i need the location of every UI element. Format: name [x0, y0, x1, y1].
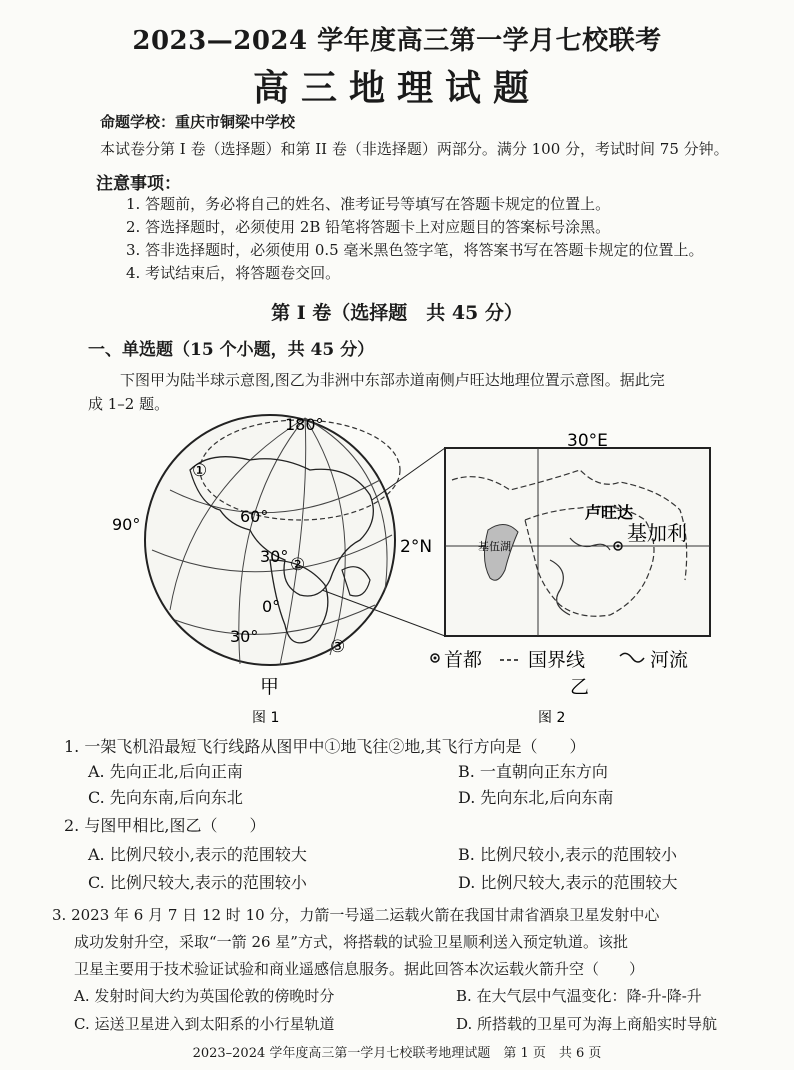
part-title: 一、单选题（15 个小题，共 45 分）: [88, 340, 375, 360]
land-hemisphere-globe: [112, 415, 445, 665]
question-3-stem-line2: 成功发射升空，采取“一箭 26 星”方式，将搭载的试验卫星顺利送入预定轨道。该批: [74, 933, 628, 951]
note-item: 2. 答选择题时，必须使用 2B 铅笔将答题卡上对应题目的答案标号涂黑。: [126, 218, 611, 236]
capital-dot: [617, 545, 620, 548]
globe-marker-2: ②: [290, 555, 306, 575]
q3-option-a: A. 发射时间大约为英国伦敦的傍晚时分: [74, 987, 335, 1005]
question-2-stem: 2. 与图甲相比,图乙（ ）: [64, 816, 266, 835]
globe-label-0: 0°: [262, 597, 281, 616]
school-label: 命题学校：重庆市铜梁中学校: [100, 113, 296, 131]
q3-option-d: D. 所搭载的卫星可为海上商船实时导航: [456, 1015, 718, 1033]
map-label-30e: 30°E: [567, 431, 608, 451]
exam-intro: 本试卷分第 I 卷（选择题）和第 II 卷（非选择题）两部分。满分 100 分，考试时间 75 分钟。: [100, 140, 729, 158]
q2-option-c: C. 比例尺较大,表示的范围较小: [88, 873, 307, 892]
q2-option-b: B. 比例尺较小,表示的范围较小: [458, 845, 678, 864]
globe-marker-3: ③: [330, 637, 346, 657]
figure-sub-b: 乙: [570, 676, 590, 698]
question-3-stem-line1: 3. 2023 年 6 月 7 日 12 时 10 分，力箭一号遥二运载火箭在我国甘肃省酒泉卫星发射中心: [52, 906, 660, 924]
question-3-stem-line3: 卫星主要用于技术验证试验和商业遥感信息服务。据此回答本次运载火箭升空（ ）: [74, 960, 645, 978]
figure-caption-2: 图 2: [538, 710, 566, 726]
map-label-2n: 2°N: [400, 537, 433, 557]
legend-capital-dot: [434, 657, 437, 660]
q2-option-a: A. 比例尺较小,表示的范围较大: [88, 845, 307, 864]
q1-option-c: C. 先向东南,后向东北: [88, 788, 243, 807]
globe-label-180: 180°: [285, 415, 324, 434]
globe-outline: [145, 415, 395, 665]
globe-marker-1: ①: [192, 461, 208, 481]
legend-border-label: 国界线: [528, 649, 586, 671]
section-title: 第 I 卷（选择题 共 45 分）: [271, 302, 523, 324]
globe-label-30s: 30°: [230, 627, 259, 646]
question-1-stem: 1. 一架飞机沿最短飞行线路从图甲中①地飞往②地,其飞行方向是（ ）: [64, 737, 586, 756]
country-label: 卢旺达: [585, 503, 634, 522]
q1-option-d: D. 先向东北,后向东南: [458, 788, 614, 807]
legend-capital-label: 首都: [444, 649, 483, 671]
lake-label: 基伍湖: [478, 540, 511, 553]
q3-option-b: B. 在大气层中气温变化：降-升-降-升: [456, 987, 702, 1005]
q1-option-a: A. 先向正北,后向正南: [88, 762, 243, 781]
note-item: 4. 考试结束后，将答题卷交回。: [126, 264, 341, 282]
q2-option-d: D. 比例尺较大,表示的范围较大: [458, 873, 678, 892]
legend-river-icon: [620, 653, 644, 662]
figure-sub-a: 甲: [260, 676, 280, 698]
globe-label-90: 90°: [112, 515, 141, 534]
q3-option-c: C. 运送卫星进入到太阳系的小行星轨道: [74, 1015, 335, 1033]
legend-river-label: 河流: [650, 649, 689, 671]
note-item: 1. 答题前，务必将自己的姓名、准考证号等填写在答题卡规定的位置上。: [126, 195, 611, 213]
figure-caption-1: 图 1: [252, 710, 280, 726]
capital-label: 基加利: [627, 521, 687, 545]
rwanda-location-map: [400, 431, 710, 636]
figure-maps: [80, 410, 740, 728]
exam-title-line1: 2023—2024 学年度高三第一学月七校联考: [132, 26, 662, 56]
globe-label-60: 60°: [240, 507, 269, 526]
section-intro-line1: 下图甲为陆半球示意图,图乙为非洲中东部赤道南侧卢旺达地理位置示意图。据此完: [120, 371, 665, 389]
section-intro-line2: 成 1–2 题。: [88, 395, 170, 413]
globe-label-30: 30°: [260, 547, 289, 566]
map-legend: [431, 649, 688, 671]
page-footer: 2023–2024 学年度高三第一学月七校联考地理试题 第 1 页 共 6 页: [192, 1046, 602, 1061]
notes-title: 注意事项：: [96, 174, 181, 194]
zoom-line: [372, 448, 445, 500]
exam-title-line2: 高三地理试题: [252, 67, 541, 109]
q1-option-b: B. 一直朝向正东方向: [458, 762, 608, 781]
note-item: 3. 答非选择题时，必须使用 0.5 毫米黑色签字笔，将答案书写在答题卡规定的位置上。: [126, 241, 704, 259]
